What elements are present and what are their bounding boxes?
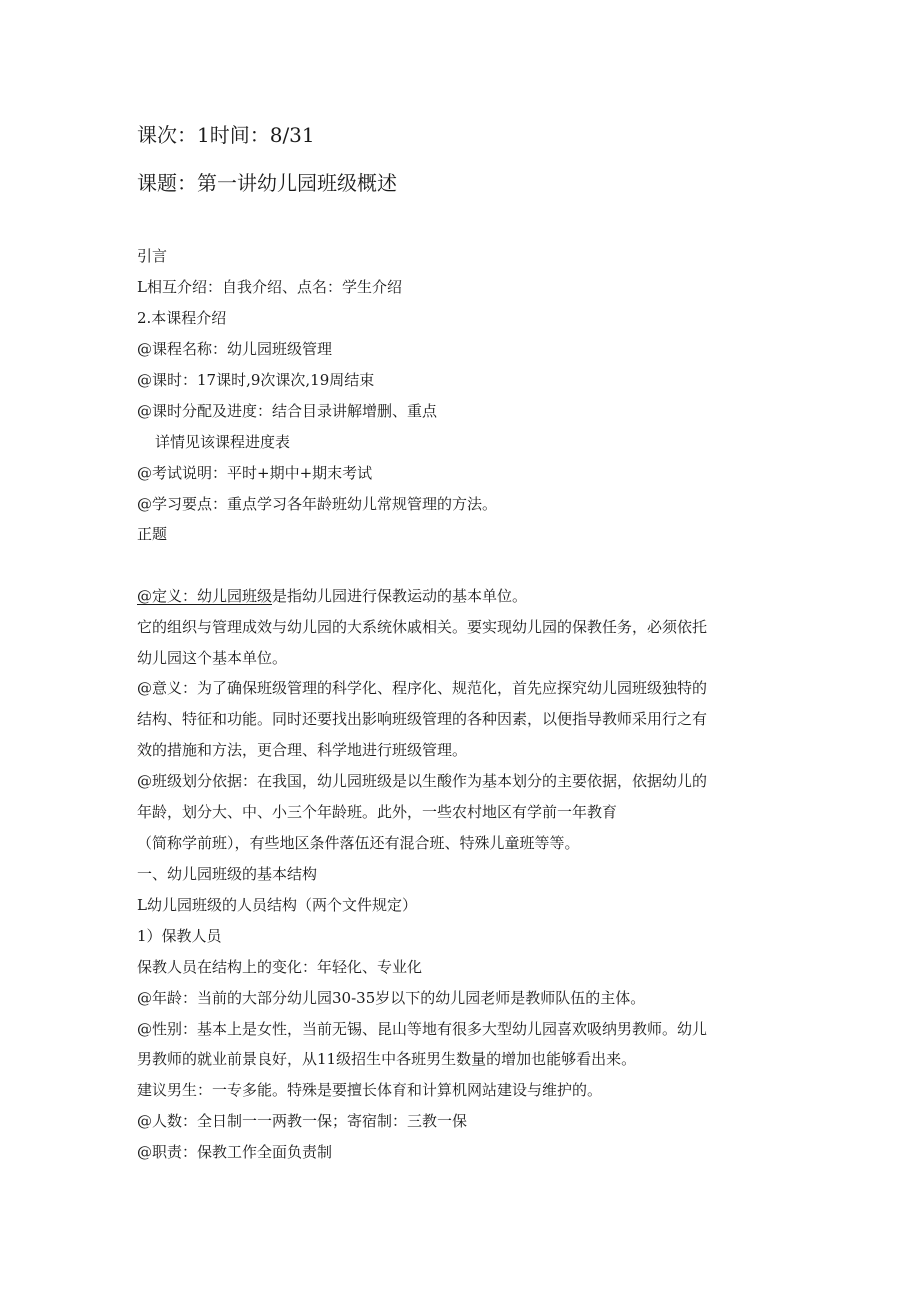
org-line-1: 它的组织与管理成效与幼儿园的大系统休戚相关。要实现幼儿园的保教任务，必须依托 xyxy=(137,618,708,636)
session-line: 课次：1时间：8/31 xyxy=(137,123,315,147)
definition-line xyxy=(137,586,527,606)
definition-term: @定义：幼儿园班级 xyxy=(137,587,273,605)
exam-line: @考试说明：平时+期中+期末考试 xyxy=(137,464,373,482)
key-points-line: @学习要点：重点学习各年龄班幼儿常规管理的方法。 xyxy=(137,495,498,513)
basis-line-1: @班级划分依据：在我国，幼儿园班级是以生酸作为基本划分的主要依据，依据幼儿的 xyxy=(137,772,708,790)
course-hours-line: @课时：17课时,9次课次,19周结束 xyxy=(137,371,375,389)
subsection-1-1-heading: 1）保教人员 xyxy=(137,927,222,945)
intro-item-1: L相互介绍：自我介绍、点名：学生介绍 xyxy=(137,278,402,296)
basis-line-2: 年龄，划分大、中、小三个年龄班。此外，一些农村地区有学前一年教育 xyxy=(137,803,618,821)
main-heading: 正题 xyxy=(137,525,168,543)
allocation-detail-line: 详情见该课程进度表 xyxy=(155,433,291,451)
intro-item-2: 2.本课程介绍 xyxy=(137,309,227,327)
intro-heading: 引言 xyxy=(137,247,168,265)
section-1-heading: 一、幼儿园班级的基本结构 xyxy=(137,865,318,883)
definition-text: 是指幼儿园进行保教运动的基本单位。 xyxy=(272,587,528,605)
gender-line-1: @性别：基本上是女性，当前无锡、昆山等地有很多大型幼儿园喜欢吸纳男教师。幼儿 xyxy=(137,1020,708,1038)
course-name-line: @课程名称：幼儿园班级管理 xyxy=(137,340,333,358)
subsection-1-heading: L幼儿园班级的人员结构（两个文件规定） xyxy=(137,896,417,914)
meaning-line-3: 效的措施和方法，更合理、科学地进行班级管理。 xyxy=(137,741,468,759)
org-line-2: 幼儿园这个基本单位。 xyxy=(137,649,288,667)
basis-line-3: （简称学前班），有些地区条件落伍还有混合班、特殊儿童班等等。 xyxy=(137,834,580,852)
age-line: @年龄：当前的大部分幼儿园30-35岁以下的幼儿园老师是教师队伍的主体。 xyxy=(137,989,646,1007)
meaning-line-1: @意义：为了确保班级管理的科学化、程序化、规范化，首先应探究幼儿园班级独特的 xyxy=(137,679,708,697)
meaning-line-2: 结构、特征和功能。同时还要找出影响班级管理的各种因素，以便指导教师采用行之有 xyxy=(137,710,708,728)
allocation-line: @课时分配及进度：结合目录讲解增删、重点 xyxy=(137,402,438,420)
duty-line: @职责：保教工作全面负责制 xyxy=(137,1143,333,1161)
staff-count-line: @人数：全日制一一两教一保；寄宿制：三教一保 xyxy=(137,1112,468,1130)
gender-line-2: 男教师的就业前景良好，从11级招生中各班男生数量的增加也能够看出来。 xyxy=(137,1050,637,1068)
staff-change-line: 保教人员在结构上的变化：年轻化、专业化 xyxy=(137,958,423,976)
advice-line: 建议男生：一专多能。特殊是要擅长体育和计算机网站建设与维护的。 xyxy=(137,1081,603,1099)
topic-line: 课题：第一讲幼儿园班级概述 xyxy=(137,171,397,195)
